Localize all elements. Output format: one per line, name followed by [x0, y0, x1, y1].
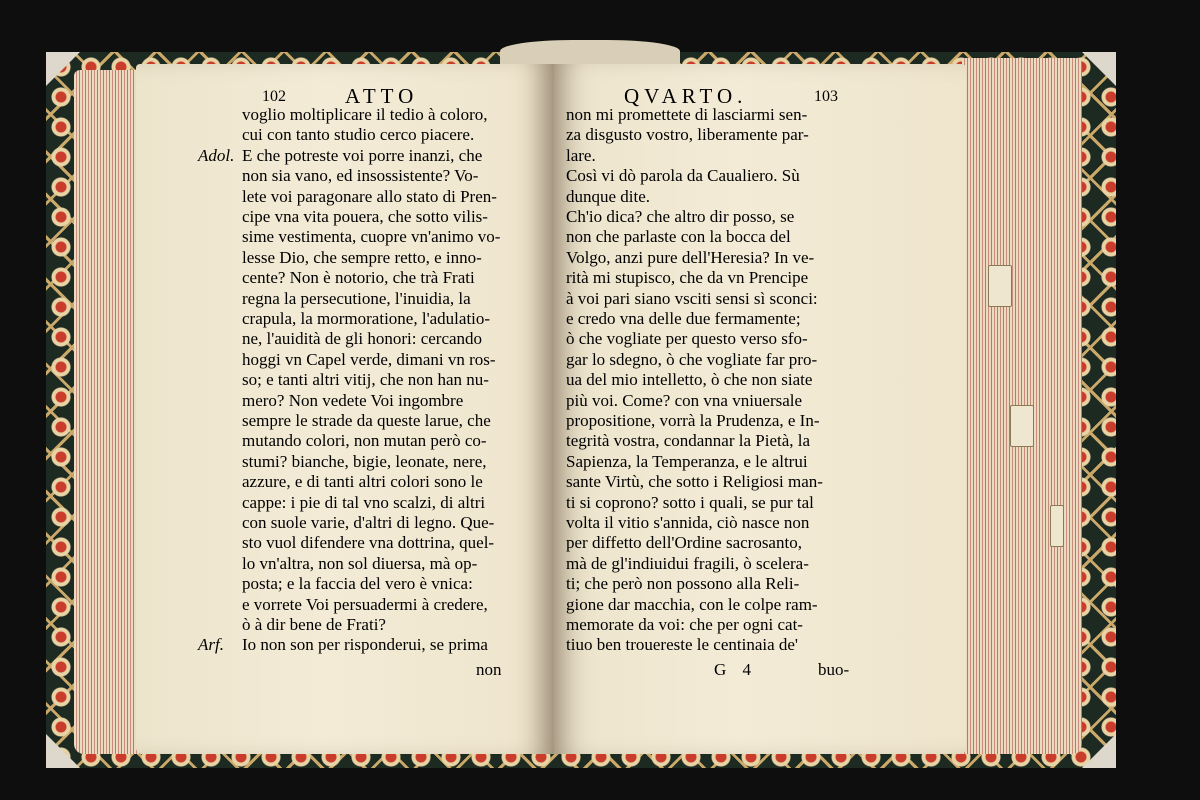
text-line: per diffetto dell'Ordine sacrosanto,	[566, 533, 802, 553]
text-line: non sia vano, ed insossistente? Vo-	[242, 166, 479, 186]
text-line: tegrità vostra, condannar la Pietà, la	[566, 431, 811, 451]
left-page-number: 102	[262, 88, 286, 105]
text-line: mutando colori, non mutan però co-	[242, 431, 487, 451]
text-line: ò che vogliate per questo verso sfo-	[566, 329, 808, 349]
paper-tab	[988, 265, 1012, 307]
text-line: posta; e la faccia del vero è vnica:	[242, 574, 473, 594]
text-line: cipe vna vita pouera, che sotto vilis-	[242, 207, 488, 226]
text-line: ò à dir bene de Frati?	[242, 615, 386, 634]
text-line: mero? Non vedete Voi ingombre	[242, 390, 464, 410]
text-line: memorate da voi: che per ogni cat-	[566, 615, 803, 634]
text-line: ti si coprono? sotto i quali, se pur tal	[566, 492, 814, 512]
text-line: mà de gl'indiuidui fragili, ò scelera-	[566, 553, 809, 573]
text-line: so; e tanti altri vitij, che non han nu-	[242, 370, 489, 390]
paper-tab	[1050, 505, 1064, 547]
text-line: cappe: i pie di tal vno scalzi, di altri	[242, 492, 486, 512]
right-page-number: 103	[814, 88, 838, 105]
text-line: stumi? bianche, bigie, leonate, nere,	[242, 451, 487, 471]
text-line: lare.	[566, 145, 596, 165]
right-catchword: buo-	[818, 660, 850, 679]
page-edges-left	[74, 70, 140, 754]
text-line: non che parlaste con la bocca del	[566, 227, 791, 247]
text-line: tiuo ben trouereste le centinaia de'	[566, 635, 798, 655]
text-line: Sapienza, la Temperanza, e le altrui	[566, 451, 808, 471]
text-line: propositione, vorrà la Prudenza, e In-	[566, 411, 820, 430]
paper-tab	[1010, 405, 1034, 447]
text-line: rità mi stupisco, che da vn Prencipe	[566, 268, 809, 288]
text-line: Io non son per risponderui, se prima	[242, 635, 488, 655]
text-line: lesse Dio, che sempre retto, e inno-	[242, 247, 482, 267]
text-line: e credo vna delle due fermamente;	[566, 309, 801, 328]
left-running-head: ATTO	[345, 84, 419, 108]
text-line: crapula, la mormoratione, l'adulatio-	[242, 309, 491, 328]
text-line: cui con tanto studio cerco piacere.	[242, 125, 475, 145]
text-line: ti; che però non possono alla Reli-	[566, 574, 800, 594]
text-line: sime vestimenta, cuopre vn'animo vo-	[242, 227, 501, 247]
text-line: Volgo, anzi pure dell'Heresia? In ve-	[566, 247, 815, 267]
text-line: hoggi vn Capel verde, dimani vn ros-	[242, 349, 496, 369]
text-line: Ch'io dica? che altro dir posso, se	[566, 207, 795, 226]
text-line: cente? Non è notorio, che trà Frati	[242, 268, 475, 288]
speaker-label: Adol.	[198, 145, 235, 165]
text-line: ne, l'auidità de gli honori: cercando	[242, 329, 483, 349]
text-line: gione dar macchia, con le colpe ram-	[566, 594, 818, 614]
text-line: à voi pari siano vsciti sensi sì sconci:	[566, 288, 818, 308]
text-line: E che potreste voi porre inanzi, che	[242, 145, 483, 165]
text-line: volta il vitio s'annida, ciò nasce non	[566, 513, 810, 532]
text-line: sante Virtù, che sotto i Religiosi man-	[566, 472, 823, 492]
text-line: non mi promettete di lasciarmi sen-	[566, 105, 808, 124]
right-running-head: QVARTO.	[624, 84, 748, 108]
text-line: za disgusto vostro, liberamente par-	[566, 125, 809, 145]
signature-mark: G 4	[714, 660, 758, 679]
text-line: e vorrete Voi persuadermi à credere,	[242, 594, 488, 614]
text-line: lete voi paragonare allo stato di Pren-	[242, 186, 497, 206]
text-line: sempre le strade da queste larue, che	[242, 411, 491, 430]
text-line: ua del mio intelletto, ò che non siate	[566, 370, 813, 390]
text-line: sto vuol difendere vna dottrina, quel-	[242, 533, 495, 553]
speaker-label: Arf.	[198, 635, 224, 655]
text-line: regna la persecutione, l'inuidia, la	[242, 288, 471, 308]
text-line: più voi. Come? con vna vniuersale	[566, 390, 803, 410]
text-line: azzure, e di tanti altri colori sono le	[242, 472, 483, 492]
left-catchword: non	[476, 660, 502, 679]
text-line: gar lo sdegno, ò che vogliate far pro-	[566, 349, 818, 369]
text-line: dunque dite.	[566, 186, 651, 206]
text-line: voglio moltiplicare il tedio à coloro,	[242, 105, 488, 124]
text-line: Così vi dò parola da Caualiero. Sù	[566, 166, 800, 186]
text-line: lo vn'altra, non sol diuersa, mà op-	[242, 553, 478, 573]
text-line: con suole varie, d'altri di legno. Que-	[242, 513, 495, 532]
